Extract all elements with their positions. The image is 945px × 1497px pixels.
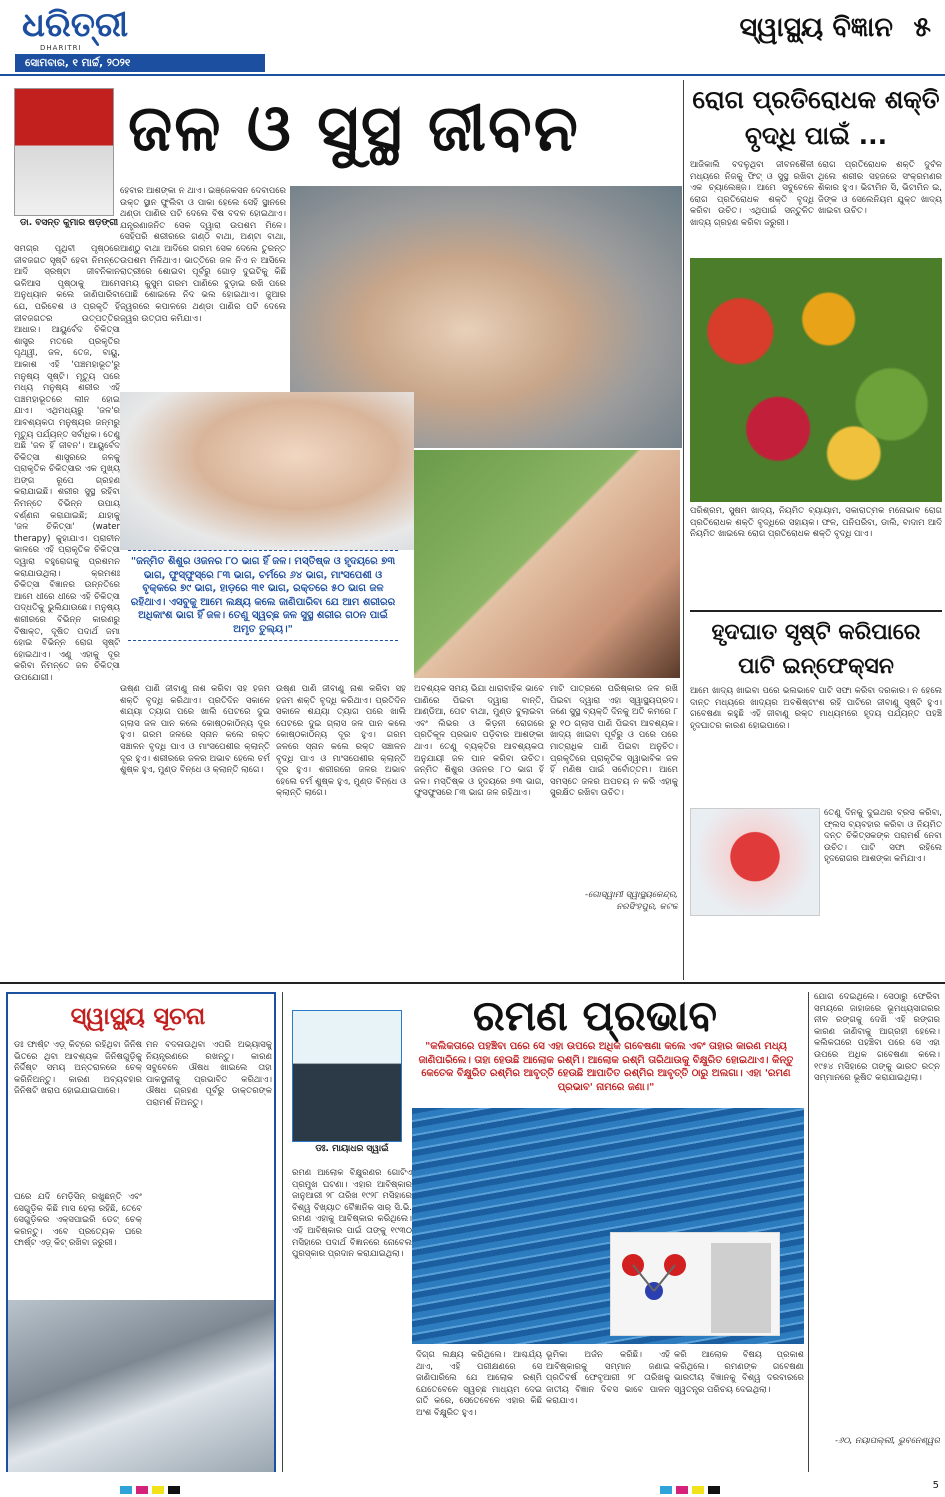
- print-color-mark: [136, 1486, 148, 1494]
- column-divider: [683, 80, 684, 980]
- page-number: ୫: [913, 10, 931, 43]
- masthead-logo: [22, 6, 142, 58]
- section-title: ସ୍ୱାସ୍ଥ୍ୟ ବିଜ୍ଞାନ: [739, 12, 893, 43]
- fruits-vegetables-image: [690, 258, 942, 502]
- woman-drinking-water-image: [414, 450, 680, 678]
- author-photo: [292, 1010, 402, 1142]
- first-aid-kit-image: [8, 1300, 274, 1472]
- print-color-mark: [120, 1486, 132, 1494]
- print-color-mark: [676, 1486, 688, 1494]
- raman-col2: ଦିଗ୍ଗ ଲକ୍ଷ୍ୟ କରିଥିଲେ। ଆଶ୍ଚର୍ଯ୍ୟ ଥାଏ, ଏହି ପରୀକ୍ଷଣରେ ସେ ଜାଣିପାରିଲେ ଯେ ଆଲୋକ ରଶ୍ମି ଯେତେବେଳେ ସ୍ୱଚ୍ଛ ମାଧ୍ୟମ ଦେଇ ଗତି କରେ, ସେତେବେଳେ ଏହାର କିଛି ଅଂଶ ବିକ୍ଷୁରିତ ହୁଏ।: [416, 1350, 542, 1418]
- section-divider: [0, 982, 945, 984]
- raman-col3: ଭୂମିକା ଅର୍ଜନ କରିଛି। ଏହି ଆବିଷ୍କାରକୁ ସମ୍ମାନ ଜଣାଇ ପ୍ରତିବର୍ଷ ଫେବୃଆରୀ ୨୮ ତାରିଖକୁ ଜାତୀୟ ବିଜ୍ଞାନ ଦିବସ ଭାବେ ପାଳନ କରାଯାଏ।: [546, 1350, 670, 1407]
- health-notes-text-3: ମନ ବଦଳାଉଥିବା ଏପରି ଅଭ୍ୟାସକୁ ନିୟନ୍ତ୍ରଣରେ ରଖନ୍ତୁ। କାରଣ ସବୁବେଳେ ଔଷଧ ଖାଇଲେ ତାହା ପାକସ୍ଥଳୀକୁ ପ୍ରଭାବିତ କରିଥାଏ। ଔଷଧ ଗ୍ରହଣ ପୂର୍ବରୁ ଡାକ୍ତରଙ୍କ ପରାମର୍ଶ ନିଅନ୍ତୁ।: [146, 1040, 272, 1108]
- footer-page-number: 5: [932, 1480, 939, 1491]
- main-article-col4: ଅବଶ୍ୟକ ସମୟ ଭିଯା ଧାରାବାହିକ ଭାବେ ପାଣିରେ ପିଇବା ଦ୍ୱାରା ବାନ୍ତି, ଆଣ୍ଡିଆ, ପେଟ ବାଥା, ମୁଣ୍ଡ ବୁଲାଇବା ଏବଂ ଲିଭର ଓ କିଡ଼ନୀ ରୋଗରେ ପ୍ରତିକୂଳ ପ୍ରଭାବ ପଡ଼ିବାର ଆଶଙ୍କା ଥାଏ। ତେଣୁ ବ୍ୟକ୍ତିର ଆବଶ୍ୟକତା ଅନୁଯାୟୀ ଜଳ ପାନ କରିବା ଉଚିତ। ଜନ୍ମିତ ଶିଶୁର ଓଜନର ୮୦ ଭାଗ ହିଁ ଜଳ। ମସ୍ତିଷ୍କ ଓ ହୃଦୟରେ ୭୩ ଭାଗ, ଫୁସଫୁସରେ ୮୩ ଭାଗ ଜଳ ରହିଥାଏ।: [414, 684, 544, 799]
- main-article-pullquote: "ଜନ୍ମିତ ଶିଶୁର ଓଜନର ୮୦ ଭାଗ ହିଁ ଜଳ। ମସ୍ତିଷ୍କ ଓ ହୃଦୟରେ ୭୩ ଭାଗ, ଫୁସ୍‌ଫୁସ୍‌ରେ ୮୩ ଭାଗ, ଚର୍ମରେ ୬୪ ଭାଗ, ମାଂସପେଶୀ ଓ ବୃକ୍‌କରେ ୭୯ ଭାଗ, ହାଡ଼ରେ ୩୧ ଭାଗ, ରକ୍ତରେ ୫୦ ଭାଗ ଜଳ ରହିଥାଏ। ଏସବୁକୁ ଆମେ ଲକ୍ଷ୍ୟ କଲେ ଜାଣିପାରିବା ଯେ ଆମ ଶରୀରର ଅଧିକାଂଶ ଭାଗ ହିଁ ଜଳ। ତେଣୁ ସ୍ୱଚ୍ଛ ଜଳ ସୁସ୍ଥ ଶରୀର ଗଠନ ପାଇଁ ଅମୃତ ତୁଲ୍ୟ।": [128, 550, 398, 641]
- print-color-mark: [708, 1486, 720, 1494]
- raman-pullquote: "କଲିକତାରେ ପହଞ୍ଚିବା ପରେ ସେ ଏହା ଉପରେ ଅଧିକ ଗବେଷଣା କଲେ ଏବଂ ତାହାର କାରଣ ମଧ୍ୟ ଜାଣିପାରିଲେ। ତାହା ହେଉଛି ଆଲୋକ ରଶ୍ମି। ଆଲୋକ ରଶ୍ମି ତାରିଥାଉକୁ ବିକ୍ଷୁରିତ ହୋଇଥାଏ। କିନ୍ତୁ କେତେକ ବିକ୍ଷୁରିତ ରଶ୍ମିର ଆବୃତ୍ତି ହେଉଛି ଆପାତିତ ରଶ୍ମିର ଆବୃତ୍ତି ଠାରୁ ଅଲଗା। ଏହା 'ରମଣ ପ୍ରଭାବ' ନାମରେ ଜଣା।": [418, 1041, 794, 1093]
- health-notes-title: ସ୍ୱାସ୍ଥ୍ୟ ସୂଚନା: [70, 1002, 206, 1030]
- heart-headline: ହୃଦଘାତ ସୃଷ୍ଟି କରିପାରେ ପାଟି ଇନ୍‌ଫେକ୍‌ସନ: [690, 610, 942, 684]
- raman-portrait-inset: [610, 1232, 780, 1336]
- author-name: ଡା. ବସନ୍ତ କୁମାର ଷଡ଼ଙ୍ଗୀ: [19, 218, 119, 228]
- immunity-headline: ରୋଗ ପ୍ରତିରୋଧକ ଶକ୍ତି ବୃଦ୍ଧି ପାଇଁ ...: [692, 85, 940, 150]
- main-article-col3b: ଉଷ୍ଣ ପାଣି ଜୀବାଣୁ ନାଶ କରିବା ସହ ହଜମ ଶକ୍ତି ବୃଦ୍ଧି କରିଥାଏ। ପ୍ରତିଦିନ ସକାଳେ ଶଯ୍ୟା ତ୍ୟାଗ ପରେ ଖାଲି ପେଟରେ ଦୁଇ ଗ୍ଲାସ ଜଳ ପାନ କଲେ କୋଷ୍ଠକାଠିନ୍ୟ ଦୂର ହୁଏ। ଗରମ ଜଳରେ ସ୍ନାନ କଲେ ରକ୍ତ ସଞ୍ଚାଳନ ବୃଦ୍ଧି ପାଏ ଓ ମାଂସପେଶୀର କ୍ଲାନ୍ତି ଦୂର ହୁଏ। ଶରୀରରେ ଜଳର ଅଭାବ ହେଲେ ଚର୍ମ ଶୁଷ୍କ ହୁଏ, ମୁଣ୍ଡ ବିନ୍ଧେ ଓ କ୍ଲାନ୍ତି ଲାଗେ।: [276, 684, 406, 799]
- print-color-mark: [168, 1486, 180, 1494]
- molecule-icon: [611, 1233, 781, 1337]
- raman-col1: ରମଣ ଆଲୋକ ବିକ୍ଷୁରଣର ଗୋଟିଏ ପ୍ରମୁଖ ଘଟଣା। ଏହାର ଆବିଷ୍କାର ଜାନୁଆରୀ ୨୮ ତାରିଖ ୧୯୨୮ ମସିହାରେ ବିଶ୍ୱ ବିଖ୍ୟାତ ବୈଜ୍ଞାନିକ ସାର୍ ସି.ଭି. ରମଣ ଏହାକୁ ଆବିଷ୍କାର କରିଥିଲେ। ଏହି ଆବିଷ୍କାର ପାଇଁ ତାଙ୍କୁ ୧୯୩୦ ମସିହାରେ ପଦାର୍ଥ ବିଜ୍ଞାନରେ ନୋବେଲ ପୁରସ୍କାର ପ୍ରଦାନ କରାଯାଇଥିଲା।: [292, 1168, 412, 1260]
- main-article-byline: -ଗୋସ୍ୱାମୀ ସ୍ୱାସ୍ଥ୍ୟକେନ୍ଦ୍ର, ନରସିଂହପୁର, କଟକ: [584, 890, 678, 912]
- author-photo: [14, 88, 114, 216]
- main-article-col2: ହେବାର ଆଶଙ୍କା ନ ଥାଏ। ଇଞ୍ଜେକସନ ଦେବାପରେ ଉକ୍ତ ସ୍ଥାନ ଫୁଲିବା ଓ ପାକା ହେଲେ ସେହି ସ୍ଥାନରେ ଥଣ୍ଡା ପାଣିର ପଟି ଦେଲେ ବିଷ ବଦଳ ହୋଇଥାଏ। ଯନ୍ତ୍ରଣାଜନିତ ସେକ ଦ୍ୱାରା ଉପଶମ ମିଳେ। ସେହିପରି ଶରୀରରେ ଗଣ୍ଠି ବାଥା, ଅଣ୍ଟା ବାଥା, ଆଣ୍ଠୁ ବାଥା ଆଦିରେ ଗରମ ସେକ ଦେଲେ ତୁରନ୍ତ ଉପଶମ ମିଳିଥାଏ। ଭାତ୍ତିରେ ଜଳ ନିଏ ନ ଆସିଲେ ରାତ୍ରୀରେ ଶୋଇବା ପୂର୍ବରୁ ଗୋଡ଼ ଦୁଇଟିକୁ କିଛି ସମୟ କୁସୁମ ଗରମ ପାଣିରେ ବୁଡ଼ାଇ ରଖି ପରେ ପୋଛି ଶୋଇଲେ ନିଦ ଭଲ ହୋଇଥାଏ। ଜୁଆର ଜ୍ୱରରେ କପାଳରେ ଥଣ୍ଡା ପାଣିର ପଟି ଦେଲେ ଜ୍ୱର ଉତ୍ତାପ କମିଯାଏ।: [120, 186, 286, 324]
- raman-col4: କରି ଆଲୋକ ବିଷୟ ପ୍ରକାଶ କରିଥିଲେ। ରମଣଙ୍କ ଗବେଷଣା ଭାରତୀୟ ବିଜ୍ଞାନକୁ ବିଶ୍ୱ ଦରବାରରେ ସ୍ୱତନ୍ତ୍ର ପରିଚୟ ଦେଇଥିଲା।: [674, 1350, 804, 1395]
- column-divider: [282, 992, 283, 1472]
- column-divider: [808, 992, 809, 1472]
- heart-text-1: ଆମେ ଖାଦ୍ୟ ଖାଇବା ପରେ ଭଲଭାବେ ପାଟି ସଫା କରିବା ଦରକାର। ନ ହେଲେ ଦାନ୍ତ ମଧ୍ୟରେ ଖାଦ୍ୟର ଅବଶିଷ୍ଟାଂଶ ରହି ପାଟିରେ ଜୀବାଣୁ ସୃଷ୍ଟି ହୁଏ। ଗବେଷଣା କହୁଛି ଏହି ଜୀବାଣୁ ରକ୍ତ ମାଧ୍ୟମରେ ହୃଦୟ ପର୍ଯ୍ୟନ୍ତ ପହଞ୍ଚି ହୃଦଘାତର କାରଣ ହୋଇପାରେ।: [690, 686, 942, 731]
- logo-text: ଧରିତ୍ରୀ: [22, 5, 129, 45]
- health-notes-text-1: ଡଃ ଫାର୍ଷ୍ଟ ଏଡ଼୍ କିଟ୍‌ରେ ରହିଥିବା ଜିନିଷ ଭିତରେ ଥିବା ଆବଶ୍ୟକ ଜିନିଷଗୁଡ଼ିକୁ ନିର୍ଦ୍ଦିଷ୍ଟ ସମୟ ଅନ୍ତରାଳରେ ଚେକ୍ କରିନିଅନ୍ତୁ। କାରଣ ଅବ୍ୟବହାର ଜିନିଷଟି ଖରାପ ହୋଇଯାଇପାରେ।: [14, 1040, 142, 1097]
- top-divider: [0, 74, 945, 76]
- main-article-col3a: ଉଷ୍ଣ ପାଣି ଜୀବାଣୁ ନାଶ କରିବା ସହ ହଜମ ଶକ୍ତି ବୃଦ୍ଧି କରିଥାଏ। ପ୍ରତିଦିନ ସକାଳେ ଶଯ୍ୟା ତ୍ୟାଗ ପରେ ଖାଲି ପେଟରେ ଦୁଇ ଗ୍ଲାସ ଜଳ ପାନ କଲେ କୋଷ୍ଠକାଠିନ୍ୟ ଦୂର ହୁଏ। ଗରମ ଜଳରେ ସ୍ନାନ କଲେ ରକ୍ତ ସଞ୍ଚାଳନ ବୃଦ୍ଧି ପାଏ ଓ ମାଂସପେଶୀର କ୍ଲାନ୍ତି ଦୂର ହୁଏ। ଶରୀରରେ ଜଳର ଅଭାବ ହେଲେ ଚର୍ମ ଶୁଷ୍କ ହୁଏ, ମୁଣ୍ଡ ବିନ୍ଧେ ଓ କ୍ଲାନ୍ତି ଲାଗେ।: [120, 684, 270, 776]
- heart-text-2: ତେଣୁ ଦିନକୁ ଦୁଇଥର ବ୍ରସ କରିବା, ଫ୍ଲସ ବ୍ୟବହାର କରିବା ଓ ନିୟମିତ ଦନ୍ତ ଚିକିତ୍ସକଙ୍କ ପରାମର୍ଶ ନେବା ଉଚିତ। ପାଟି ସଫା ରହିଲେ ହୃଦରୋଗର ଆଶଙ୍କା କମିଯାଏ।: [824, 808, 942, 865]
- feet-closeup-image: [120, 392, 414, 550]
- main-article-col1: ସମଗ୍ର ପୃଥିବୀ ପୃଷ୍ଠରେ ଜୀବଜଗତ ସୃଷ୍ଟି ହେବା ନିମନ୍ତେ ଆଦି ସ୍ରଷ୍ଟା ଜୀବନିକାନ ଭଳିଆସ ପୃଷ୍ଠାକୁ ଆମେ ଅନୁଧ୍ୟାନ କଲେ ଜାଣିପାରିବା ଯେ, ପରିବେଶ ଓ ପ୍ରକୃତି ହିଁ ଜୀବଜଗତର ଉତ୍ପତ୍ତିର ଆଧାର। ଆୟୁର୍ବେଦ ଚିକିତ୍ସା ଶାସ୍ତ୍ର ମତରେ ପ୍ରକୃତିର ପୃଥ୍ୱୀ, ଜଳ, ତେଜ, ବାୟୁ, ଆକାଶ ଏହି 'ପଞ୍ଚମହାଭୂତ'ରୁ ମନୁଷ୍ୟ ସୃଷ୍ଟି। ମୃତ୍ୟୁ ପରେ ମଧ୍ୟ ମନୁଷ୍ୟ ଶରୀର ଏହି ପଞ୍ଚମହାଭୂତରେ ଲୀନ ହୋଇ ଯାଏ। ଏଥିମଧ୍ୟରୁ 'ଜଳ'ର ଆବଶ୍ୟକତା ମନୁଷ୍ୟର ଜନ୍ମରୁ ମୃତ୍ୟୁ ପର୍ଯ୍ୟନ୍ତ ସର୍ବାଧିକ। ତେଣୁ ଅଛି 'ଜଳ ହିଁ ଜୀବନ'। ଆୟୁର୍ବେଦ ଚିକିତ୍ସା ଶାସ୍ତ୍ରରେ ଜଳକୁ ପ୍ରାକୃତିକ ଚିକିତ୍ସାର ଏକ ମୁଖ୍ୟ ଅଙ୍ଗ ରୂପେ ଗ୍ରହଣ କରାଯାଇଛି। ଶରୀର ସୁସ୍ଥ ରହିବା ନିମନ୍ତେ ବିଭିନ୍ନ ଉପାୟ ବର୍ଣ୍ଣନା କରାଯାଇଛି; ଯାହାକୁ 'ଜଳ ଚିକିତ୍ସା' (water therapy) କୁହାଯାଏ। ପ୍ରାଚୀନ କାଳରେ ଏହି ପ୍ରାକୃତିକ ଚିକିତ୍ସା ଦ୍ୱାରା ବହୁରୋଗକୁ ପ୍ରଶମନ କରାଯାଉଥିଲା। କ୍ରମଶଃ ଚିକିତ୍ସା ବିଜ୍ଞାନର ଉନ୍ନତିରେ ଆମେ ଧୀରେ ଧୀରେ ଏହି ଚିକିତ୍ସା ପଦ୍ଧତିକୁ ଭୁଲିଯାଉଛେ। ମନୁଷ୍ୟ ଶରୀରରେ ବିଭିନ୍ନ କାରଣରୁ ବିଷାକ୍ତ, ଦୂଷିତ ପଦାର୍ଥ ଜମା ହୋଇ ବିଭିନ୍ନ ରୋଗ ସୃଷ୍ଟି ହୋଇଥାଏ। ଏଣୁ ଏହାକୁ ଦୂର କରିବା ନିମନ୍ତେ ଜଳ ଚିକିତ୍ସା ଉପଯୋଗୀ।: [14, 244, 120, 683]
- immunity-text-1: ଆଜିକାଲି ବଦଳୁଥିବା ଜୀବନଶୈଳୀ ମଧ୍ୟରେ ନିଜକୁ ଫିଟ୍ ଓ ସୁସ୍ଥ ରଖିବା ଏକ ଚ୍ୟାଲେଞ୍ଜ। ଆମେ ସବୁବେଳେ ରୋଗ ପ୍ରତିରୋଧକ ଶକ୍ତି ବୃଦ୍ଧି କରିବା ଉଚିତ। ଏଥିପାଇଁ ସନ୍ତୁଳିତ ଖାଦ୍ୟ ଗ୍ରହଣ କରିବା ଜରୁରୀ।: [690, 160, 814, 228]
- raman-col5: ଯୋଗ ଦେଇଥିଲେ। ସେଠାରୁ ଫେରିବା ସମୟରେ ଜାହାଜରେ ଭୂମଧ୍ୟସାଗରର ନୀଳ ରଙ୍ଗକୁ ଦେଖି ଏହି ରଙ୍ଗର କାରଣ ଜାଣିବାକୁ ଆଗ୍ରହୀ ହେଲେ। କଲିକତାରେ ପହଞ୍ଚିବା ପରେ ସେ ଏହା ଉପରେ ଅଧିକ ଗବେଷଣା କଲେ। ୧୯୫୪ ମସିହାରେ ତାଙ୍କୁ ଭାରତ ରତ୍ନ ସମ୍ମାନରେ ଭୂଷିତ କରାଯାଇଥିଲା।: [814, 992, 940, 1084]
- immunity-text-2: ରୋଗ ପ୍ରତିରୋଧକ ଶକ୍ତି ଦୁର୍ବଳ ଥିଲେ ଶରୀର ସହଜରେ ସଂକ୍ରମଣର ଶିକାର ହୁଏ। ଭିଟାମିନ ସି, ଭିଟାମିନ ଇ, ଜିଙ୍କ ଓ ସେଲେନିୟମ ଯୁକ୍ତ ଖାଦ୍ୟ ଖାଇବା ଉଚିତ।: [818, 160, 942, 217]
- main-article-col5: ମାଟି ପାତ୍ରରେ ପରିଷ୍କାର ଜଳ ରଖି ପିଇବା ଦ୍ୱାରା ଏହା ସ୍ୱାସ୍ଥ୍ୟପ୍ରଦ। ଜଣେ ସୁସ୍ଥ ବ୍ୟକ୍ତି ଦିନକୁ ଅତି କମରେ ୮ ରୁ ୧୦ ଗ୍ଲାସ ପାଣି ପିଇବା ଆବଶ୍ୟକ। ଖାଦ୍ୟ ଖାଇବା ପୂର୍ବରୁ ଓ ପରେ ପରେ ମାତ୍ରାଧିକ ପାଣି ପିଇବା ଅନୁଚିତ। ପ୍ରକୃତିରେ ପ୍ରାକୃତିକ ସ୍ୱାଭାବିକ ଜଳ ହିଁ ମଣିଷ ପାଇଁ ସର୍ବୋତ୍ତମ। ଆମେ ସମସ୍ତେ ଜଳର ଅପଚୟ ନ କରି ଏହାକୁ ସୁରକ୍ଷିତ ରଖିବା ଉଚିତ।: [550, 684, 678, 799]
- immunity-text-3: ପରିଶ୍ରମ, ସୁଷମ ଖାଦ୍ୟ, ନିୟମିତ ବ୍ୟାୟାମ, ସକାରାତ୍ମକ ମନୋଭାବ ରୋଗ ପ୍ରତିରୋଧକ ଶକ୍ତି ବୃଦ୍ଧିରେ ସହାୟକ। ଫଳ, ପନିପରିବା, ଡାଲି, ବାଦାମ ଆଦି ନିୟମିତ ଖାଇଲେ ରୋଗ ପ୍ରତିରୋଧକ ଶକ୍ତି ବୃଦ୍ଧି ପାଏ।: [690, 506, 942, 540]
- print-color-mark: [152, 1486, 164, 1494]
- print-color-mark: [692, 1486, 704, 1494]
- main-headline: ଜଳ ଓ ସୁସ୍ଥ ଜୀବନ: [128, 92, 580, 166]
- raman-headline: ରମଣ ପ୍ରଭାବ: [472, 991, 718, 1040]
- health-notes-text-2: ଘରେ ଯଦି ମେଡ଼ିସିନ୍ ରଖୁଛନ୍ତି ଏବଂ ସେଗୁଡ଼ିକ କିଛି ମାସ ହେଲା ରହିଛି, ତେବେ ସେଗୁଡ଼ିକର ଏକ୍‌ସପାଇରି ଡେଟ୍ ଚେକ୍ କରନ୍ତୁ। ଏବେ ପ୍ରତ୍ୟେକ ଘରେ ଫାର୍ଷ୍ଟ ଏଡ଼୍ କିଟ୍ ରଖିବା ଜରୁରୀ।: [14, 1192, 142, 1249]
- author-name: ଡଃ. ମାୟାଧର ସ୍ୱାଇଁ: [315, 1144, 389, 1154]
- date-bar: ସୋମବାର, ୧ ମାର୍ଚ୍ଚ, ୨୦୨୧: [15, 54, 265, 72]
- print-color-mark: [660, 1486, 672, 1494]
- raman-byline: -୬୦, ନୟାପଲ୍ଲୀ, ଭୁବନେଶ୍ୱର: [835, 1436, 940, 1446]
- heart-illustration-image: [690, 808, 820, 916]
- logo-subtext: DHARITRI: [40, 44, 82, 52]
